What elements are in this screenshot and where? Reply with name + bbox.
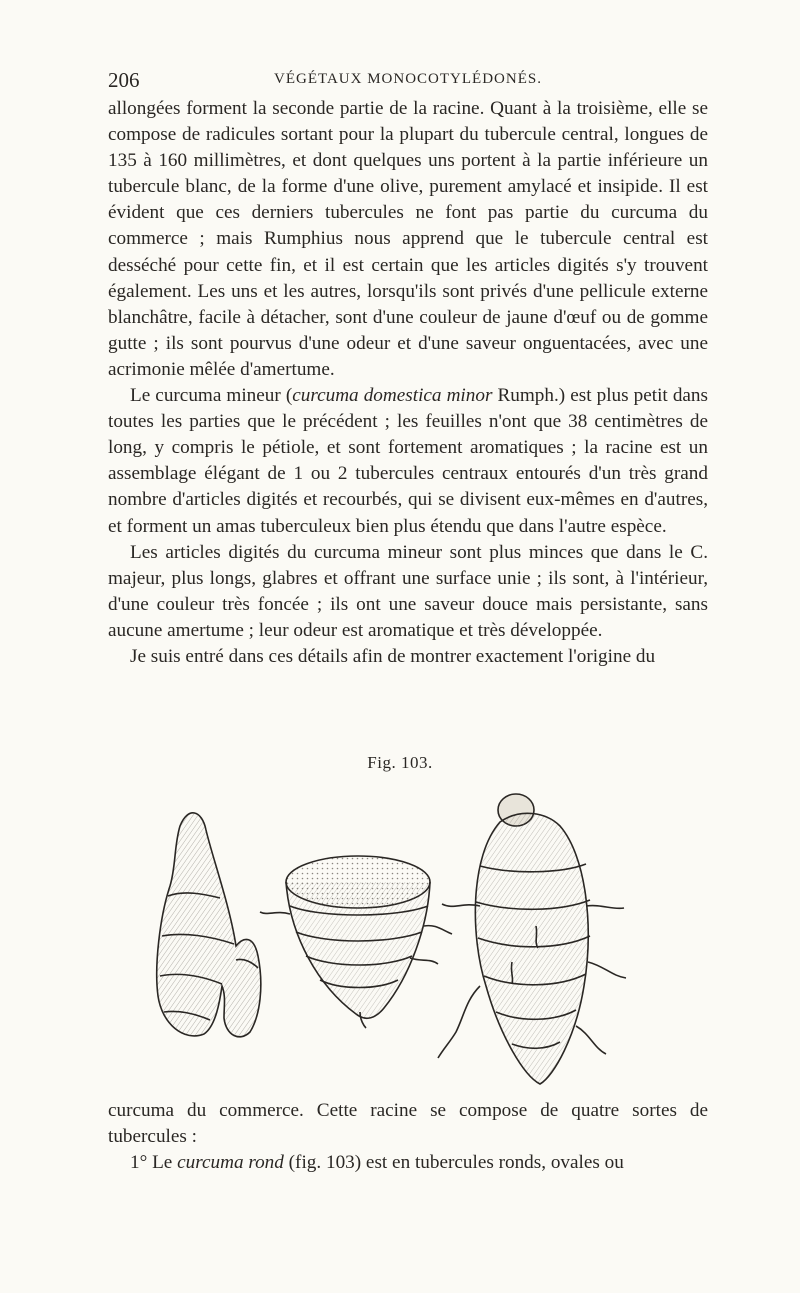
paragraph <box>108 1150 708 1176</box>
tuber-ovoid <box>438 794 626 1084</box>
figure-illustration <box>140 786 680 1091</box>
text-block-top <box>108 96 708 670</box>
paragraph: allongées forment la seconde partie de la racine. Quant à la troisième, elle se compose de radicules sortant pour la plupart du tubercule central, longues de 135 à 160 millimètres, et dont quelques uns portent à la partie inférieure un tubercule blanc, de la forme d'une olive, purement amylacé et insipide. Il est évident que ces derniers tubercules ne font pas partie du curcuma du commerce ; mais Rumphius nous apprend que le tubercule central est desséché pour cette fin, et il est certain que les articles digités s'y trouvent également. Les uns et les autres, lorsqu'ils sont privés d'une pellicule externe blanchâtre, facile à détacher, sont d'une couleur de jaune d'œuf ou de gomme gutte ; ils sont pourvus d'une odeur et d'une saveur onguentacées, avec une acrimonie mêlée d'amertume. <box>108 98 708 380</box>
tuber-round-section <box>260 856 452 1028</box>
tuber-elongated <box>157 813 261 1037</box>
paragraph-text: Le curcuma mineur ( <box>130 385 293 407</box>
running-head <box>108 68 708 94</box>
paragraph-text: (fig. 103) est en tubercules ronds, ovales ou <box>283 1152 624 1174</box>
paragraph: Les articles digités du curcuma mineur sont plus minces que dans le C. majeur, plus longs, glabres et offrant une surface unie ; ils sont, à l'intérieur, d'une couleur très foncée ; ils ont une saveur douce mais persistante, sans aucune amertume ; leur odeur est aromatique et très développée. <box>108 541 708 641</box>
page-number: 206 <box>108 68 140 92</box>
paragraph-text: Rumph.) est plus petit dans toutes les parties que le précédent ; les feuilles n'ont que 38 centimètres de long, y compris le pétiole, et sont fortement aromatiques ; la racine est un assemblage élégant de 1 ou 2 tubercules centraux entourés d'un très grand nombre d'articles digités et recourbés, qui se divisent eux-mêmes en d'autres, et forment un amas tuberculeux bien plus étendu que dans l'autre espèce. <box>108 385 708 537</box>
text-block-bottom <box>108 1098 708 1176</box>
curcuma-tubers-engraving <box>140 786 680 1091</box>
paragraph: Je suis entré dans ces détails afin de montrer exactement l'origine du <box>130 645 656 667</box>
paragraph <box>108 383 708 540</box>
latin-name: curcuma rond <box>177 1152 284 1174</box>
paragraph: curcuma du commerce. Cette racine se compose de quatre sortes de tubercules : <box>108 1100 708 1148</box>
latin-name: curcuma domestica minor <box>292 385 493 407</box>
figure-caption: Fig. 103. <box>367 753 433 772</box>
running-title: VÉGÉTAUX MONOCOTYLÉDONÉS. <box>274 71 542 87</box>
paragraph-text: 1° Le <box>130 1152 178 1174</box>
